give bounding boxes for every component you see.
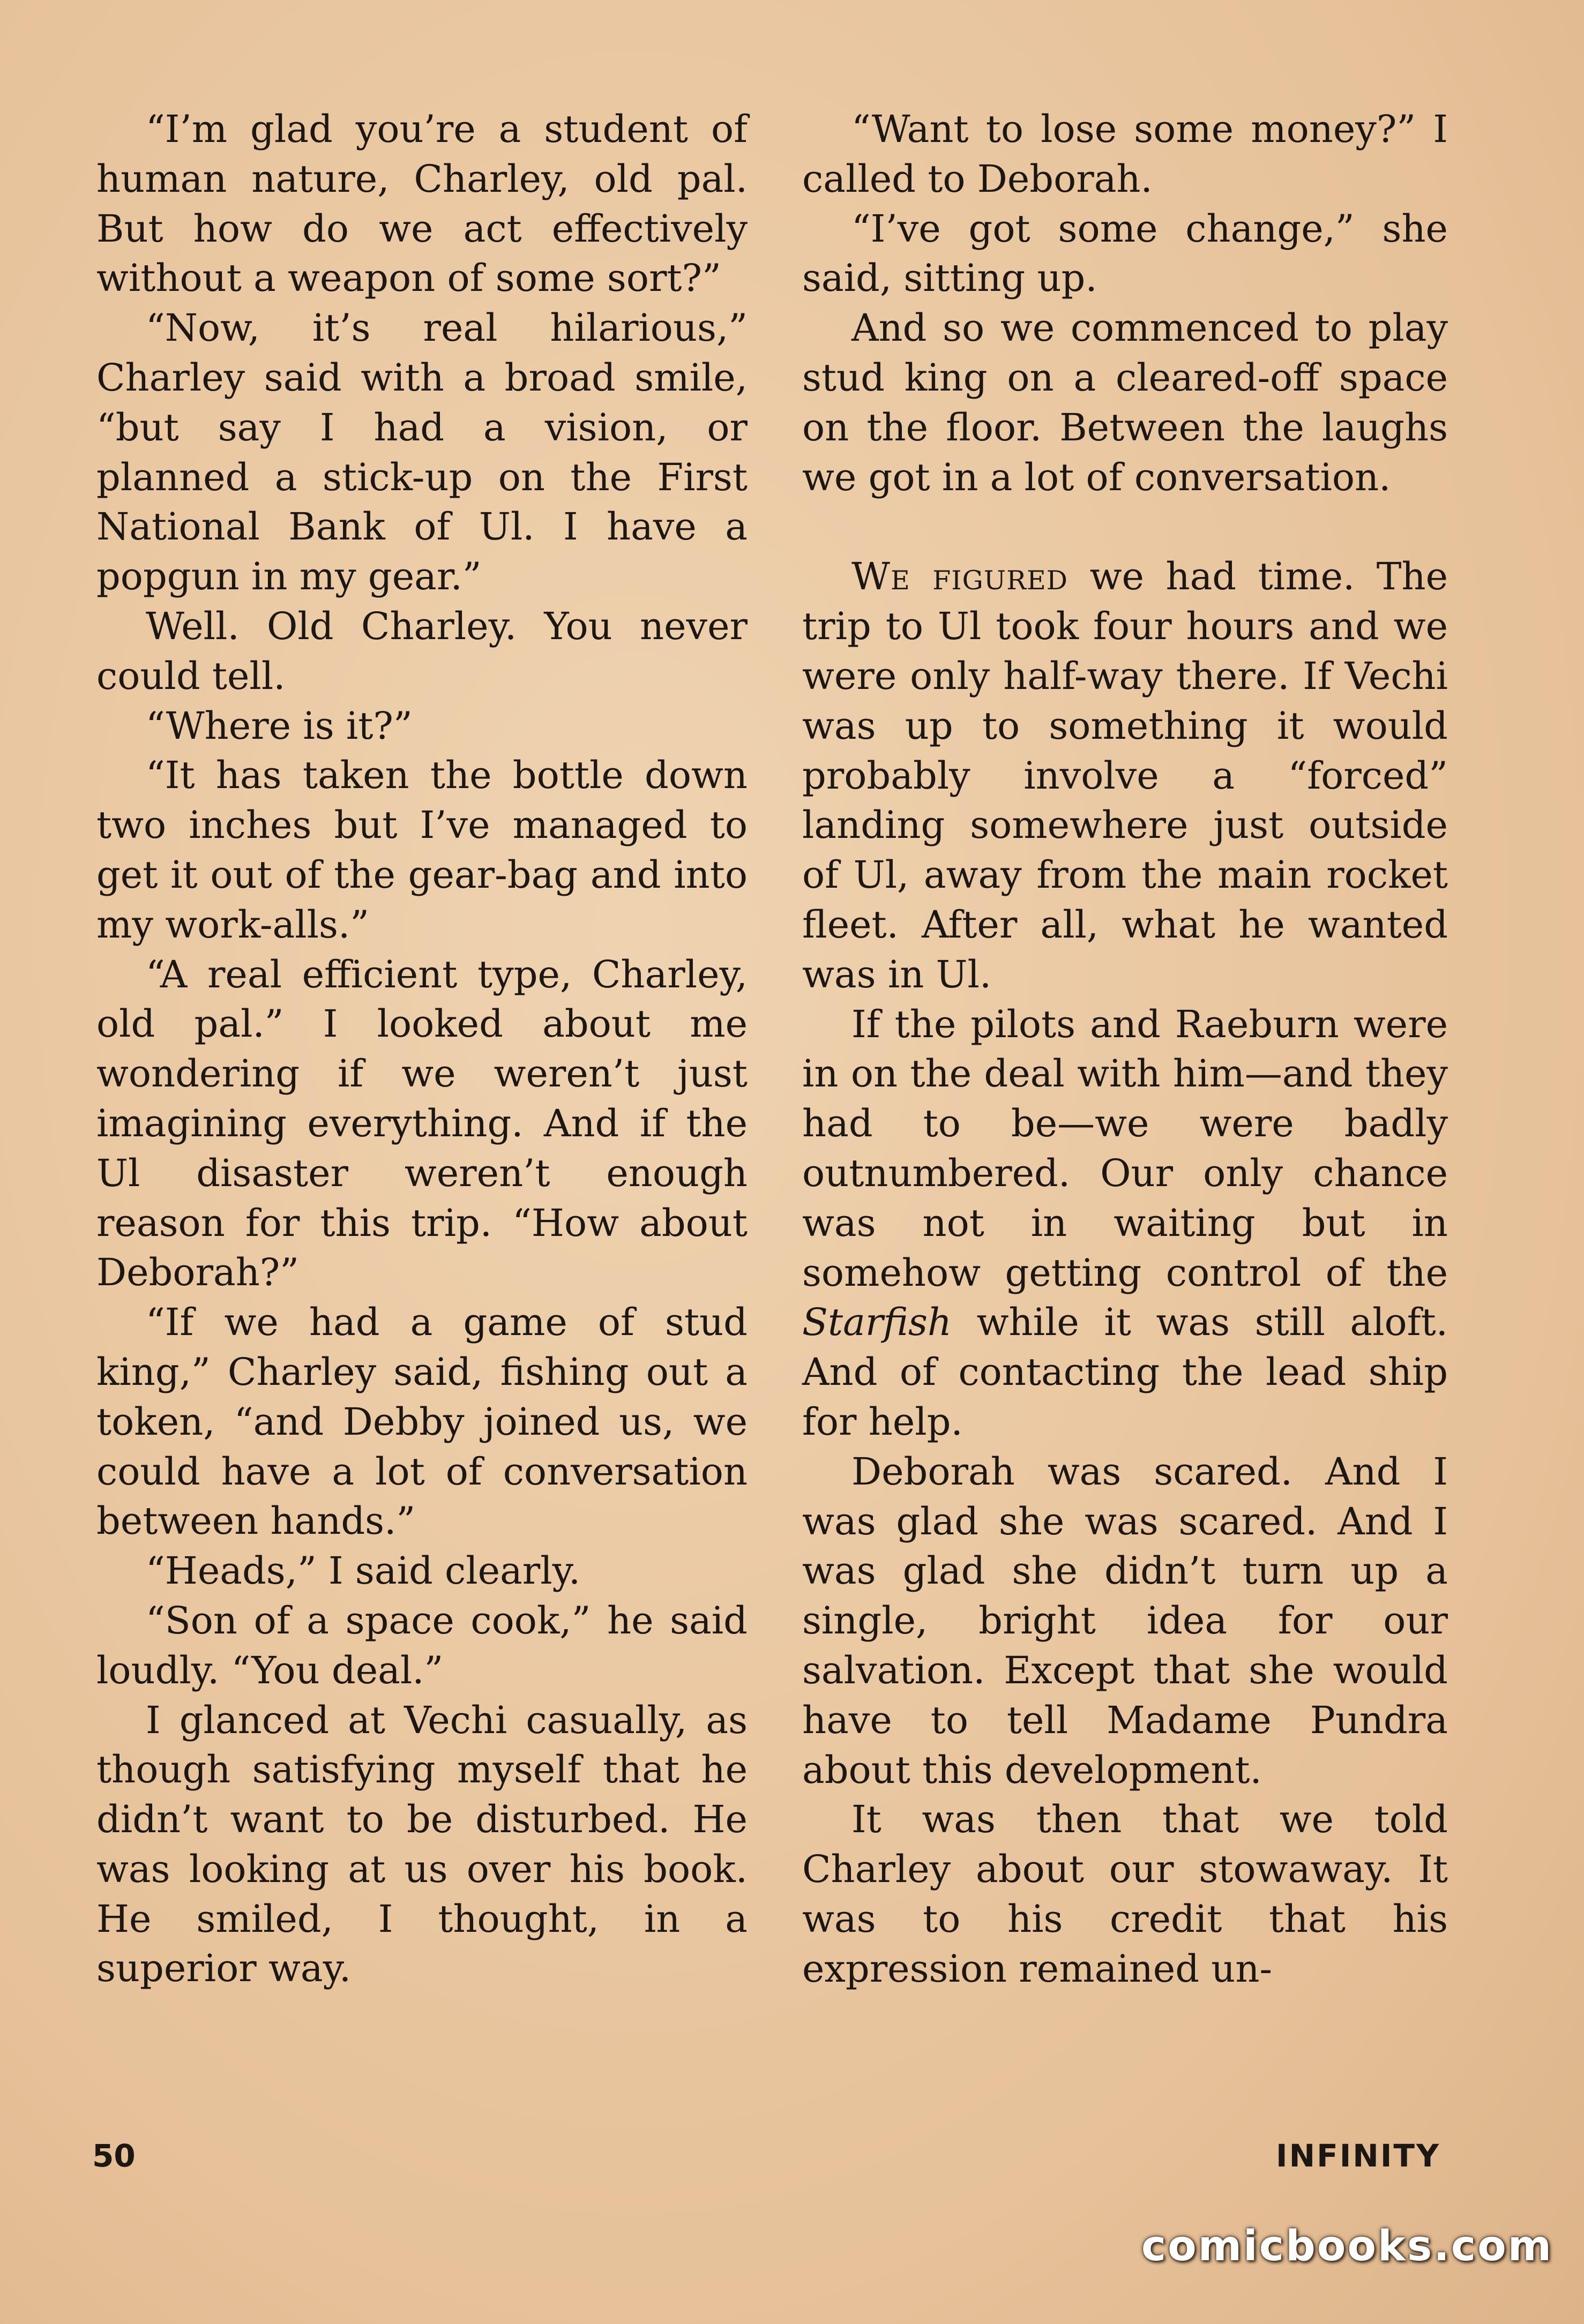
paragraph: Well. Old Charley. You never could tell.	[96, 604, 748, 698]
section-break-paragraph	[802, 552, 1448, 999]
paragraph: “I’ve got some change,” she said, sitting up.	[802, 206, 1448, 301]
section-lead-in: We figured	[851, 554, 1069, 599]
paragraph: “Want to lose some money?” I called to Deborah.	[802, 107, 1448, 201]
paragraph-text: If the pilots and Raeburn were in on the deal with him—and they had to be—we were badly outnumbered. Our only chance was not in waiting but in somehow getting control of the	[802, 1002, 1448, 1295]
paragraph: “A real efficient type, Charley, old pal.” I looked about me wondering if we weren’t just imagining everything. And if the Ul disaster weren’t enough reason for this trip. “How about Deborah?”	[96, 952, 748, 1295]
paragraph: I glanced at Vechi casually, as though satisfying myself that he didn’t want to be disturbed. He was looking at us over his book. He smiled, I thought, in a superior way.	[96, 1698, 748, 1991]
paragraph-text: while it was still aloft. And of contacting the lead ship for help.	[802, 1300, 1448, 1444]
left-column	[96, 104, 748, 1993]
paragraph: “If we had a game of stud king,” Charley said, fishing out a token, “and Debby joined us, we could have a lot of conversation between hands.”	[96, 1300, 748, 1543]
paragraph: “It has taken the bottle down two inches but I’ve managed to get it out of the gear-bag and into my work-alls.”	[96, 753, 748, 947]
watermark-logo: comicbooks.com	[1141, 2222, 1553, 2270]
paragraph	[802, 1000, 1448, 1447]
paragraph: It was then that we told Charley about our stowaway. It was to his credit that his expression remained un-	[802, 1797, 1448, 1991]
paragraph: “Son of a space cook,” he said loudly. “You deal.”	[96, 1598, 748, 1692]
magazine-name: INFINITY	[1275, 2138, 1440, 2174]
paragraph: Deborah was scared. And I was glad she was scared. And I was glad she didn’t turn up a single, bright idea for our salvation. Except that she would have to tell Madame Pundra about this development.	[802, 1449, 1448, 1792]
paragraph: “I’m glad you’re a student of human nature, Charley, old pal. But how do we act effectively without a weapon of some sort?”	[96, 107, 748, 301]
paragraph: “Where is it?”	[146, 703, 413, 748]
right-column	[802, 104, 1448, 1993]
paragraph: “Now, it’s real hilarious,” Charley said with a broad smile, “but say I had a vision, or planned a stick-up on the First National Bank of Ul. I have a popgun in my gear.”	[96, 306, 748, 599]
page-number: 50	[92, 2138, 136, 2174]
paragraph: “Heads,” I said clearly.	[146, 1549, 581, 1593]
paragraph-text: we had time. The trip to Ul took four hours and we were only half-way there. If Vechi was up to something it would probably involve a “forced” landing somewhere just outside of Ul, away from the main rocket fleet. After all, what he wanted was in Ul.	[802, 554, 1448, 996]
ship-name: Starfish	[802, 1300, 952, 1345]
paragraph: And so we commenced to play stud king on a cleared-off space on the floor. Between the laughs we got in a lot of conversation.	[802, 306, 1448, 499]
